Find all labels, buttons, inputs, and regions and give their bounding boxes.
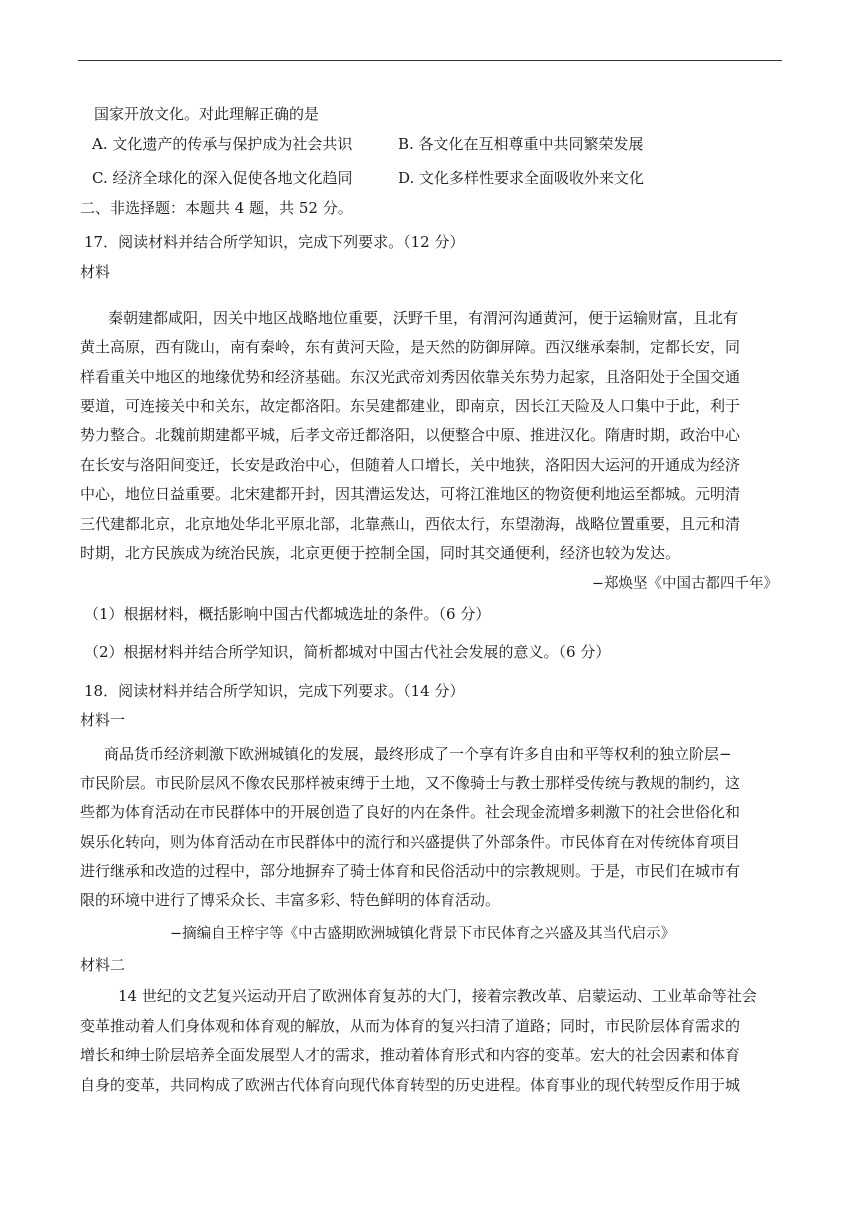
q18-material1-line: 商品货币经济刺激下欧洲城镇化的发展，最终形成了一个享有许多自由和平等权利的独立阶层−	[104, 745, 732, 763]
q18-material2-line: 14 世纪的文艺复兴运动开启了欧洲体育复苏的大门，接着宗教改革、启蒙运动、工业革命等社会	[118, 987, 757, 1005]
q18-material2-label: 材料二	[80, 956, 126, 974]
q17-material-line: 在长安与洛阳间变迁，长安是政治中心，但随着人口增长，关中地狭，洛阳因大运河的开通成为经济	[80, 456, 741, 474]
q17-material-label: 材料	[80, 263, 111, 281]
q16-option-b: B. 各文化在互相尊重中共同繁荣发展	[398, 135, 644, 153]
q17-material-line: 样看重关中地区的地缘优势和经济基础。东汉光武帝刘秀因依靠关东势力起家，且洛阳处于全国交通	[80, 368, 741, 386]
q18-source1: −摘编自王梓宇等《中古盛期欧洲城镇化背景下市民体育之兴盛及其当代启示》	[170, 926, 676, 942]
q18-material1-line: 些都为体育活动在市民群体中的开展创造了良好的内在条件。社会现金流增多刺激下的社会世俗化和	[80, 803, 741, 821]
q16-stem-end: 国家开放文化。对此理解正确的是	[94, 105, 320, 123]
q17-material-line: 中心，地位日益重要。北宋建都开封，因其漕运发达，可将江淮地区的物资便利地运至都城。元明清	[80, 485, 741, 503]
q17-source: −郑焕坚《中国古都四千年》	[591, 576, 778, 592]
q17-material-line: 势力整合。北魏前期建都平城，后孝文帝迁都洛阳，以便整合中原、推进汉化。隋唐时期，政治中心	[80, 426, 741, 444]
q17-material-line: 时期，北方民族成为统治民族，北京更便于控制全国，同时其交通便利，经济也较为发达。	[80, 544, 681, 562]
q18-material1-line: 进行继承和改造的过程中，部分地摒弃了骑士体育和民俗活动中的宗教规则。于是，市民们在城市有	[80, 862, 741, 880]
q17-sub2: （2）根据材料并结合所学知识，简析都城对中国古代社会发展的意义。（6 分）	[84, 643, 611, 661]
q16-option-a: A. 文化遗产的传承与保护成为社会共识	[92, 135, 353, 153]
q16-option-c: C. 经济全球化的深入促使各地文化趋同	[92, 169, 353, 187]
q18-material2-line: 变革推动着人们身体观和体育观的解放，从而为体育的复兴扫清了道路；同时，市民阶层体育需求的	[80, 1017, 741, 1035]
q18-material2-line: 自身的变革，共同构成了欧洲古代体育向现代体育转型的历史进程。体育事业的现代转型反作用于城	[80, 1076, 741, 1094]
q18-material1-line: 娱乐化转向，则为体育活动在市民群体中的流行和兴盛提供了外部条件。市民体育在对传统体育项目	[80, 833, 741, 851]
q18-material1-line: 限的环境中进行了博采众长、丰富多彩、特色鲜明的体育活动。	[80, 891, 501, 909]
q17-material-line: 黄土高原，西有陇山，南有秦岭，东有黄河天险，是天然的防御屏障。西汉继承秦制，定都长安，同	[80, 338, 741, 356]
header-rule	[78, 60, 782, 61]
q17-material-line: 秦朝建都咸阳，因关中地区战略地位重要，沃野千里，有渭河沟通黄河，便于运输财富，且北有	[108, 309, 739, 327]
q17-sub1: （1）根据材料，概括影响中国古代都城选址的条件。（6 分）	[84, 605, 491, 623]
q18-material1-label: 材料一	[80, 711, 126, 729]
q18-material2-line: 增长和绅士阶层培养全面发展型人才的需求，推动着体育形式和内容的变革。宏大的社会因素和体育	[80, 1046, 741, 1064]
q16-option-d: D. 文化多样性要求全面吸收外来文化	[398, 169, 645, 187]
q18-title: 18．阅读材料并结合所学知识，完成下列要求。（14 分）	[84, 682, 465, 700]
q17-title: 17．阅读材料并结合所学知识，完成下列要求。（12 分）	[84, 233, 465, 251]
q17-material-line: 要道，可连接关中和关东，故定都洛阳。东吴建都建业，即南京，因长江天险及人口集中于此，利于	[80, 397, 741, 415]
section2-heading: 二、非选择题：本题共 4 题，共 52 分。	[80, 199, 353, 217]
q18-material1-line: 市民阶层。市民阶层风不像农民那样被束缚于土地，又不像骑士与教士那样受传统与教规的制约，这	[80, 774, 741, 792]
q17-material-line: 三代建都北京，北京地处华北平原北部，北靠燕山，西依太行，东望渤海，战略位置重要，且元和清	[80, 515, 741, 533]
